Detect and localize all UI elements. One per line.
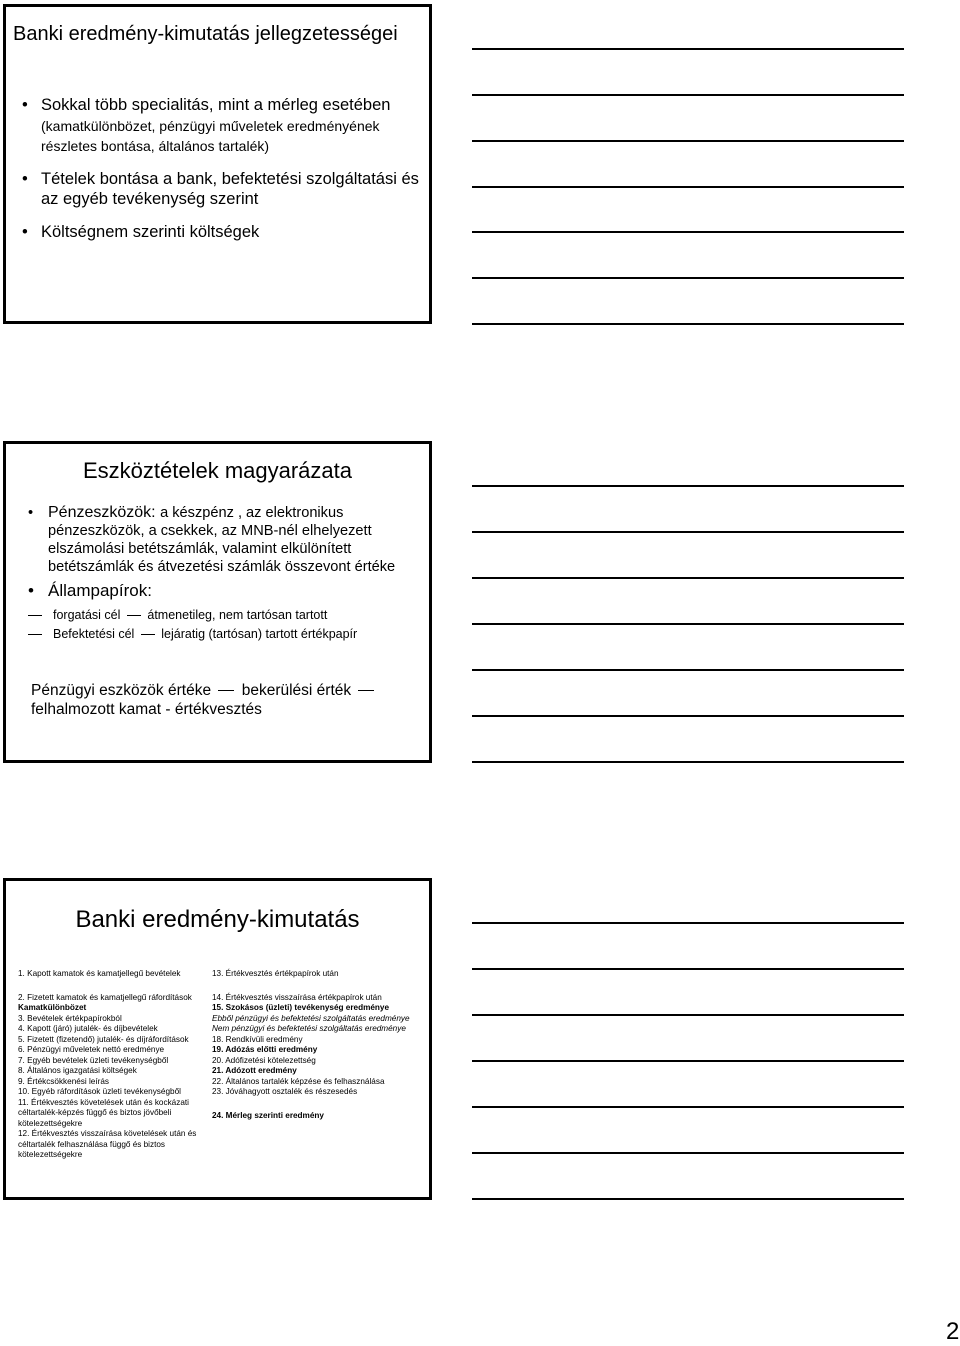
slide-1-title: Banki eredmény-kimutatás jellegzetességei: [13, 23, 398, 45]
dash-icon: [218, 690, 234, 691]
bullet-text: Tételek bontása a bank, befektetési szolgáltatási és az egyéb tevékenység szerint: [41, 169, 419, 208]
statement-line: 15. Szokásos (üzleti) tevékenység eredménye: [212, 1003, 390, 1012]
slide-2: [3, 441, 432, 763]
statement-line: 11. Értékvesztés követelések után és kockázati céltartalék-képzés függő és biztos jövőbeli kötelezettségekre: [18, 1097, 189, 1128]
statement-line: 20. Adófizetési kötelezettség: [212, 1055, 316, 1065]
bullet-item: [18, 95, 423, 157]
sub-item: [26, 606, 426, 625]
note-line: [472, 485, 904, 487]
note-line: [472, 1060, 904, 1062]
note-line: [472, 140, 904, 142]
statement-line: 9. Értékcsökkenési leírás: [18, 1076, 110, 1086]
statement-line: 1. Kapott kamatok és kamatjellegű bevételek: [18, 969, 181, 978]
note-line: [472, 323, 904, 325]
income-statement-left-column: [18, 969, 210, 1161]
bullet-label: Állampapírok:: [48, 581, 152, 600]
statement-line: 22. Általános tartalék képzése és felhasználása: [212, 1076, 385, 1086]
spacer: [18, 980, 210, 993]
spacer: [212, 1098, 430, 1111]
statement-line: 18. Rendkívüli eredmény: [212, 1034, 303, 1044]
note-line: [472, 715, 904, 717]
note-line: [472, 277, 904, 279]
statement-line: 6. Pénzügyi műveletek nettó eredménye: [18, 1045, 165, 1054]
statement-line: 10. Egyéb ráfordítások üzleti tevékenységből: [18, 1087, 181, 1096]
sub-item-desc: lejáratig (tartósan) tartott értékpapír: [161, 627, 358, 641]
statement-line: 8. Általános igazgatási költségek: [18, 1066, 137, 1075]
bullet-item: [26, 580, 426, 602]
note-line: [472, 231, 904, 233]
bullet-note: (kamatkülönbözet, pénzügyi műveletek eredményének részletes bontása, általános tartalék): [41, 117, 380, 154]
note-line: [472, 922, 904, 924]
note-line: [472, 48, 904, 50]
note-line: [472, 968, 904, 970]
slide-2-body: [26, 504, 426, 644]
note-line: [472, 186, 904, 188]
sub-item: [26, 625, 426, 644]
bullet-item: [26, 504, 426, 576]
statement-line: 24. Mérleg szerinti eredmény: [212, 1110, 324, 1120]
statement-line: Kamatkülönbözet: [18, 1003, 87, 1012]
slide-1-bullet-list: [18, 95, 423, 254]
bullet-text: Sokkal több specialitás, mint a mérleg esetében: [41, 96, 391, 114]
spacer: [212, 980, 430, 993]
note-line: [472, 669, 904, 671]
bullet-item: [18, 169, 423, 210]
dash-icon: [28, 634, 42, 635]
bullet-item: [18, 222, 423, 243]
slide-1: [3, 4, 432, 324]
statement-line: 12. Értékvesztés visszaírása követelések után és céltartalék felhasználása függő és biztos kötelezettségekre: [18, 1129, 197, 1159]
statement-line: Ebből pénzügyi és befektetési szolgáltatás eredménye: [212, 1013, 410, 1023]
statement-line: 5. Fizetett (fizetendő) jutalék- és díjráfordítások: [18, 1034, 189, 1044]
slide-3: [3, 878, 432, 1200]
statement-line: Nem pénzügyi és befektetési szolgáltatás eredménye: [212, 1024, 406, 1033]
footer-term: bekerülési érték: [241, 682, 352, 699]
note-line: [472, 531, 904, 533]
statement-line: 4. Kapott (járó) jutalék- és díjbevételek: [18, 1024, 158, 1033]
bullet-icon: •: [22, 96, 28, 114]
bullet-icon: •: [22, 222, 28, 241]
dash-icon: [127, 615, 141, 616]
statement-line: 7. Egyéb bevételek üzleti tevékenységből: [18, 1055, 169, 1065]
bullet-text: a készpénz , az elektronikus pénzeszközök, a csekkek, az MNB-nél elhelyezett elszámolási betétszámlák, valamint elkülönített betétszámlák és átvezetési számlák összevont értéke: [48, 505, 396, 575]
statement-line: 2. Fizetett kamatok és kamatjellegű ráfordítások: [18, 992, 192, 1002]
slide-2-title: Eszköztételek magyarázata: [82, 458, 353, 483]
note-line: [472, 623, 904, 625]
bullet-label: Pénzeszközök:: [48, 504, 161, 521]
footer-term: felhalmozott kamat - értékvesztés: [31, 701, 262, 718]
note-line: [472, 94, 904, 96]
note-line: [472, 1106, 904, 1108]
statement-line: 21. Adózott eredmény: [212, 1066, 297, 1075]
sub-item-desc: átmenetileg, nem tartósan tartott: [147, 608, 328, 622]
slide-2-footer: [31, 681, 426, 719]
footer-term: Pénzügyi eszközök értéke: [31, 682, 212, 699]
statement-line: 13. Értékvesztés értékpapírok után: [212, 969, 339, 978]
bullet-text: Költségnem szerinti költségek: [41, 222, 260, 241]
income-statement-right-column: [212, 969, 430, 1121]
note-line: [472, 761, 904, 763]
slide-3-title: Banki eredmény-kimutatás: [75, 906, 360, 933]
bullet-icon: •: [28, 505, 34, 521]
bullet-icon: •: [22, 169, 28, 188]
dash-icon: [28, 615, 42, 616]
dash-icon: [141, 634, 155, 635]
note-line: [472, 1152, 904, 1154]
statement-line: 14. Értékvesztés visszaírása értékpapírok után: [212, 992, 382, 1002]
statement-line: 3. Bevételek értékpapírokból: [18, 1013, 122, 1023]
note-line: [472, 577, 904, 579]
sub-item-term: Befektetési cél: [53, 627, 135, 641]
note-line: [472, 1198, 904, 1200]
page-number: 2: [946, 1318, 960, 1345]
statement-line: 23. Jóváhagyott osztalék és részesedés: [212, 1087, 358, 1096]
bullet-icon: •: [28, 581, 34, 600]
sub-item-term: forgatási cél: [53, 608, 121, 622]
note-line: [472, 1014, 904, 1016]
statement-line: 19. Adózás előtti eredmény: [212, 1045, 318, 1054]
dash-icon: [358, 690, 374, 691]
